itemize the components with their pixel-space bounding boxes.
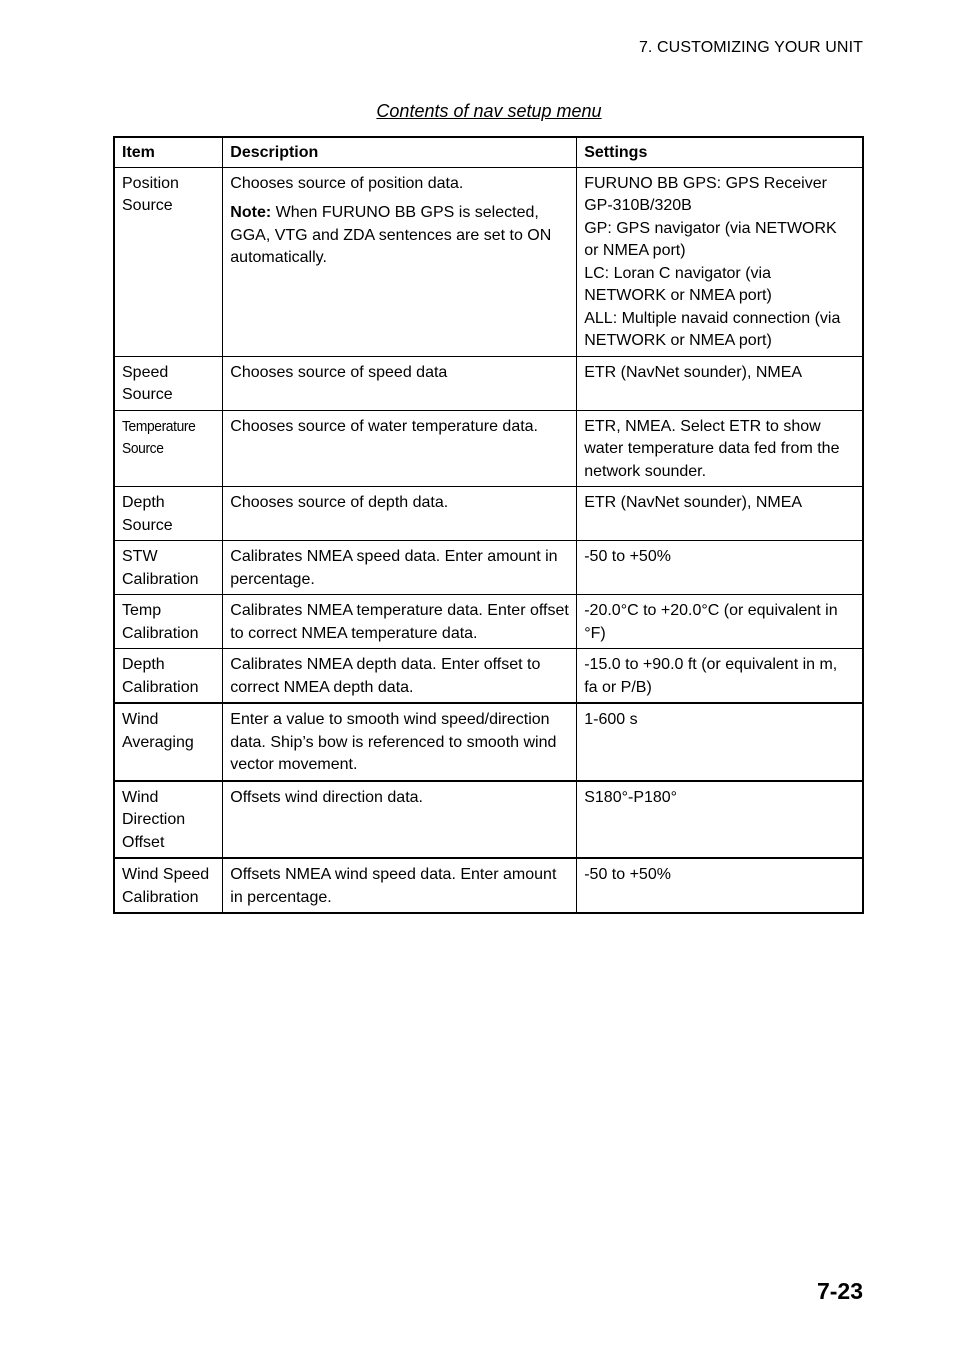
- settings-cell: ETR (NavNet sounder), NMEA: [577, 356, 863, 410]
- item-cell: Position Source: [114, 167, 223, 356]
- item-line: Temperature: [122, 417, 196, 435]
- settings-line: ALL: Multiple navaid connection (via NETWORK or NMEA port): [584, 309, 841, 349]
- description-cell: Offsets NMEA wind speed data. Enter amount in percentage.: [223, 858, 577, 913]
- item-cell: STW Calibration: [114, 541, 223, 595]
- header-description: Description: [223, 137, 577, 167]
- settings-cell: [577, 167, 863, 356]
- table-row: [114, 167, 863, 356]
- note-paragraph: [230, 202, 569, 270]
- nav-setup-table: [113, 136, 864, 914]
- item-line: Source: [122, 440, 164, 457]
- item-cell: Depth Calibration: [114, 649, 223, 704]
- description-cell: Chooses source of water temperature data.: [223, 410, 577, 487]
- table-row: [114, 356, 863, 410]
- description-cell: Offsets wind direction data.: [223, 781, 577, 859]
- settings-cell: -20.0°C to +20.0°C (or equivalent in °F): [577, 595, 863, 649]
- table-row: [114, 858, 863, 913]
- item-cell: Temp Calibration: [114, 595, 223, 649]
- table-row: [114, 595, 863, 649]
- description-cell: Chooses source of speed data: [223, 356, 577, 410]
- description-text: Chooses source of position data.: [230, 174, 464, 192]
- header-item: Item: [114, 137, 223, 167]
- description-cell: [223, 167, 577, 356]
- settings-cell: S180°-P180°: [577, 781, 863, 859]
- settings-cell: ETR (NavNet sounder), NMEA: [577, 487, 863, 541]
- item-cell: Wind Speed Calibration: [114, 858, 223, 913]
- table-caption: Contents of nav setup menu: [376, 101, 602, 121]
- table-row: [114, 703, 863, 781]
- table-row: [114, 781, 863, 859]
- table-row: [114, 410, 863, 487]
- settings-line: GP: GPS navigator (via NETWORK or NMEA port): [584, 219, 837, 259]
- table-row: [114, 541, 863, 595]
- settings-cell: ETR, NMEA. Select ETR to show water temperature data fed from the network sounder.: [577, 410, 863, 487]
- settings-line: LC: Loran C navigator (via NETWORK or NMEA port): [584, 264, 772, 304]
- description-cell: Enter a value to smooth wind speed/direction data. Ship’s bow is referenced to smooth wind vector movement.: [223, 703, 577, 781]
- item-cell: Wind Direction Offset: [114, 781, 223, 859]
- item-cell: Speed Source: [114, 356, 223, 410]
- settings-cell: 1-600 s: [577, 703, 863, 781]
- description-cell: Calibrates NMEA temperature data. Enter offset to correct NMEA temperature data.: [223, 595, 577, 649]
- table-header-row: [114, 137, 863, 167]
- note-label: Note:: [230, 204, 272, 221]
- item-cell: [114, 410, 223, 487]
- table-row: [114, 649, 863, 704]
- header-settings: Settings: [577, 137, 863, 167]
- settings-line: FURUNO BB GPS: GPS Receiver GP-310B/320B: [584, 174, 827, 214]
- settings-cell: -50 to +50%: [577, 541, 863, 595]
- description-cell: Chooses source of depth data.: [223, 487, 577, 541]
- settings-cell: -50 to +50%: [577, 858, 863, 913]
- description-cell: Calibrates NMEA speed data. Enter amount in percentage.: [223, 541, 577, 595]
- running-header: 7. CUSTOMIZING YOUR UNIT: [638, 39, 863, 56]
- table-row: [114, 487, 863, 541]
- page-number: 7-23: [816, 1278, 863, 1304]
- note-text: When FURUNO BB GPS is selected, GGA, VTG and ZDA sentences are set to ON automatically.: [230, 204, 552, 266]
- item-cell: Wind Averaging: [114, 703, 223, 781]
- item-cell: Depth Source: [114, 487, 223, 541]
- description-cell: Calibrates NMEA depth data. Enter offset to correct NMEA depth data.: [223, 649, 577, 704]
- settings-cell: -15.0 to +90.0 ft (or equivalent in m, fa or P/B): [577, 649, 863, 704]
